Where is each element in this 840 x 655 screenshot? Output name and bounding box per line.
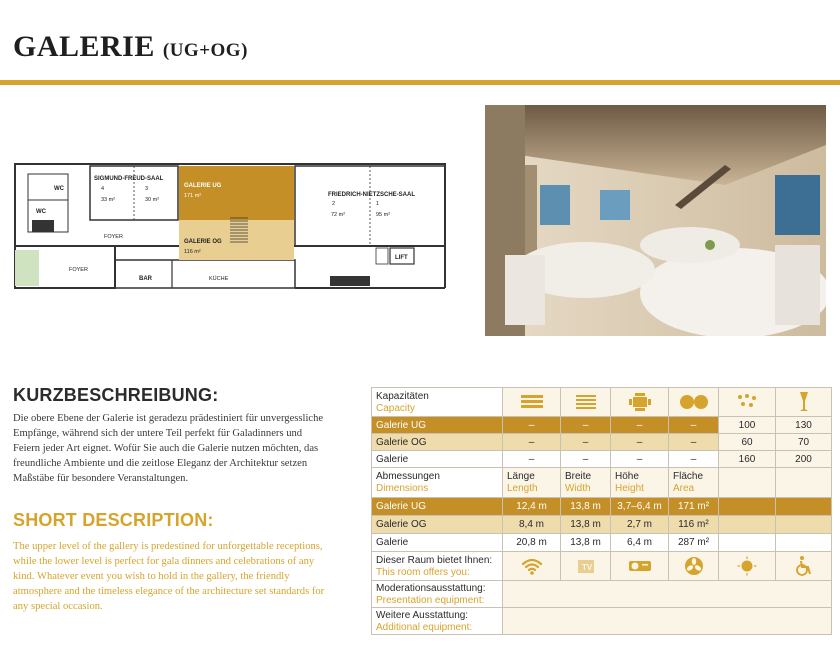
sf-area-3: 30 m² bbox=[145, 197, 160, 203]
capacity-cell: 70 bbox=[776, 434, 832, 451]
presentation-equipment-header bbox=[372, 581, 503, 608]
offers-label-de: Dieser Raum bietet Ihnen: bbox=[376, 554, 493, 566]
dimensions-label-en: Dimensions bbox=[376, 483, 429, 494]
dim-head-height: Höhe Height bbox=[611, 468, 669, 498]
sf-room-3: 3 bbox=[145, 186, 149, 192]
sigmund-freud-label: SIGMUND-FREUD-SAAL bbox=[94, 176, 164, 182]
boardroom-seating-icon bbox=[611, 388, 669, 417]
offers-header bbox=[372, 552, 503, 581]
foyer-label-2: FOYER bbox=[69, 267, 88, 273]
dimension-cell: 20,8 m bbox=[503, 534, 561, 552]
room-facts-table bbox=[371, 387, 832, 635]
capacity-cell: – bbox=[669, 434, 719, 451]
dim-empty-cell bbox=[776, 516, 832, 534]
dim-empty-cell bbox=[776, 468, 832, 498]
dimensions-header-row bbox=[372, 468, 832, 498]
tv-icon bbox=[561, 552, 611, 581]
capacity-row-name: Galerie OG bbox=[372, 434, 503, 451]
fn-area-2: 72 m² bbox=[331, 212, 346, 218]
additional-label-en: Additional equipment: bbox=[376, 621, 473, 633]
capacity-cell: 160 bbox=[719, 451, 776, 468]
galerie-og-label: GALERIE OG bbox=[184, 239, 222, 245]
dimension-row-name: Galerie UG bbox=[372, 498, 503, 516]
capacity-header bbox=[372, 388, 503, 417]
capacity-cell: – bbox=[669, 417, 719, 434]
lift-label: LIFT bbox=[395, 255, 408, 261]
capacity-cell: 200 bbox=[776, 451, 832, 468]
floor-plan bbox=[12, 160, 458, 292]
presentation-equipment-value bbox=[503, 581, 832, 608]
classroom-seating-icon bbox=[561, 388, 611, 417]
dimensions-header bbox=[372, 468, 503, 498]
capacity-cell: – bbox=[503, 417, 561, 434]
additional-equipment-row bbox=[372, 608, 832, 635]
dimension-cell: 171 m² bbox=[669, 498, 719, 516]
dimension-cell: 13,8 m bbox=[561, 516, 611, 534]
dimension-cell: 2,7 m bbox=[611, 516, 669, 534]
page-title bbox=[13, 30, 248, 64]
capacity-cell: – bbox=[611, 417, 669, 434]
kueche-label: KÜCHE bbox=[209, 276, 229, 282]
wc-label-2: WC bbox=[36, 209, 46, 215]
wifi-icon bbox=[503, 552, 561, 581]
title-rule bbox=[0, 80, 840, 85]
dimension-cell: 13,8 m bbox=[561, 498, 611, 516]
svg-text:TV: TV bbox=[581, 563, 592, 572]
additional-equipment-value bbox=[503, 608, 832, 635]
short-description-text: The upper level of the gallery is predestined for unforgettable receptions, while the lower level is perfect for gala dinners and celebrations of any kind. Whatever event you wish to hold in the gallery, the friendly atmosphere and the timeless elegance of the architecture set standards for any special occasion. bbox=[13, 541, 325, 612]
room-offers-row bbox=[372, 552, 832, 581]
dimension-cell: 12,4 m bbox=[503, 498, 561, 516]
dim-empty-cell bbox=[719, 468, 776, 498]
fn-room-1: 1 bbox=[376, 201, 380, 207]
event-photo bbox=[485, 105, 826, 336]
capacity-cell: – bbox=[561, 451, 611, 468]
presentation-label-de: Moderationsausstattung: bbox=[376, 582, 486, 594]
capacity-row-name: Galerie UG bbox=[372, 417, 503, 434]
capacity-row-name: Galerie bbox=[372, 451, 503, 468]
presentation-equipment-row bbox=[372, 581, 832, 608]
wheelchair-accessible-icon bbox=[776, 552, 832, 581]
dimension-cell: 116 m² bbox=[669, 516, 719, 534]
capacity-cell: 60 bbox=[719, 434, 776, 451]
floor-plan-drawing bbox=[12, 160, 458, 292]
capacity-row-galerie-og bbox=[372, 434, 832, 451]
dimension-row-name: Galerie bbox=[372, 534, 503, 552]
fn-area-1: 95 m² bbox=[376, 212, 391, 218]
galerie-og-area: 116 m² bbox=[184, 249, 201, 255]
dim-empty-cell bbox=[719, 516, 776, 534]
offers-label-en: This room offers you: bbox=[376, 566, 470, 578]
capacity-cell: – bbox=[611, 434, 669, 451]
dimension-cell: 6,4 m bbox=[611, 534, 669, 552]
additional-equipment-header bbox=[372, 608, 503, 635]
galerie-ug-area: 171 m² bbox=[184, 193, 202, 199]
sf-room-4: 4 bbox=[101, 186, 105, 192]
air-conditioning-icon bbox=[669, 552, 719, 581]
capacity-cell: – bbox=[561, 417, 611, 434]
presentation-label-en: Presentation equipment: bbox=[376, 594, 485, 606]
capacity-cell: – bbox=[503, 451, 561, 468]
fn-room-2: 2 bbox=[332, 201, 336, 207]
dimensions-label-de: Abmessungen bbox=[376, 471, 440, 482]
projector-icon bbox=[611, 552, 669, 581]
capacity-cell: – bbox=[503, 434, 561, 451]
dimension-cell: 8,4 m bbox=[503, 516, 561, 534]
galerie-ug-label: GALERIE UG bbox=[184, 183, 222, 189]
capacity-row-galerie-ug bbox=[372, 417, 832, 434]
capacity-label-de: Kapazitäten bbox=[376, 390, 429, 402]
sf-area-4: 33 m² bbox=[101, 197, 116, 203]
theatre-seating-icon bbox=[503, 388, 561, 417]
daylight-icon bbox=[719, 552, 776, 581]
short-description-heading: SHORT DESCRIPTION: bbox=[13, 510, 214, 530]
dimension-cell: 3,7–6,4 m bbox=[611, 498, 669, 516]
capacity-cell: – bbox=[611, 451, 669, 468]
dim-empty-cell bbox=[776, 498, 832, 516]
banquet-seating-icon bbox=[669, 388, 719, 417]
banquet-hall-image bbox=[485, 105, 826, 336]
champagne-glass-icon bbox=[776, 388, 832, 417]
capacity-cell: – bbox=[669, 451, 719, 468]
title-main: GALERIE bbox=[13, 30, 155, 63]
dim-head-area: Fläche Area bbox=[669, 468, 719, 498]
wc-label-1: WC bbox=[54, 186, 64, 192]
capacity-row-galerie bbox=[372, 451, 832, 468]
capacity-cell: 130 bbox=[776, 417, 832, 434]
reception-icon bbox=[719, 388, 776, 417]
bar-label: BAR bbox=[139, 276, 152, 282]
dimension-row-galerie-ug bbox=[372, 498, 832, 516]
title-subtitle: (UG+OG) bbox=[162, 40, 248, 61]
dim-head-width: Breite Width bbox=[561, 468, 611, 498]
capacity-label-en: Capacity bbox=[376, 402, 415, 414]
dimension-row-name: Galerie OG bbox=[372, 516, 503, 534]
dimension-cell: 287 m² bbox=[669, 534, 719, 552]
dimension-row-galerie bbox=[372, 534, 832, 552]
dim-empty-cell bbox=[719, 534, 776, 552]
foyer-label-1: FOYER bbox=[104, 234, 123, 240]
additional-label-de: Weitere Ausstattung: bbox=[376, 609, 469, 621]
capacity-cell: – bbox=[561, 434, 611, 451]
dimension-row-galerie-og bbox=[372, 516, 832, 534]
dim-empty-cell bbox=[776, 534, 832, 552]
nietzsche-label: FRIEDRICH-NIETZSCHE-SAAL bbox=[328, 192, 415, 198]
dim-head-length: Länge Length bbox=[503, 468, 561, 498]
capacity-cell: 100 bbox=[719, 417, 776, 434]
dimension-cell: 13,8 m bbox=[561, 534, 611, 552]
kurzbeschreibung-text: Die obere Ebene der Galerie ist geradezu prädestiniert für unvergessliche Empfänge, während sich der untere Teil perfekt für Galadinners und Feiern jeder Art eignet. Wofür Sie auch die Galerie nutzen möchten, das freundliche Ambiente und die zeitlose Eleganz der Architektur setzen Maßstäbe für besondere Veranstaltungen. bbox=[13, 413, 324, 484]
dim-empty-cell bbox=[719, 498, 776, 516]
kurzbeschreibung-heading: KURZBESCHREIBUNG: bbox=[13, 385, 219, 405]
